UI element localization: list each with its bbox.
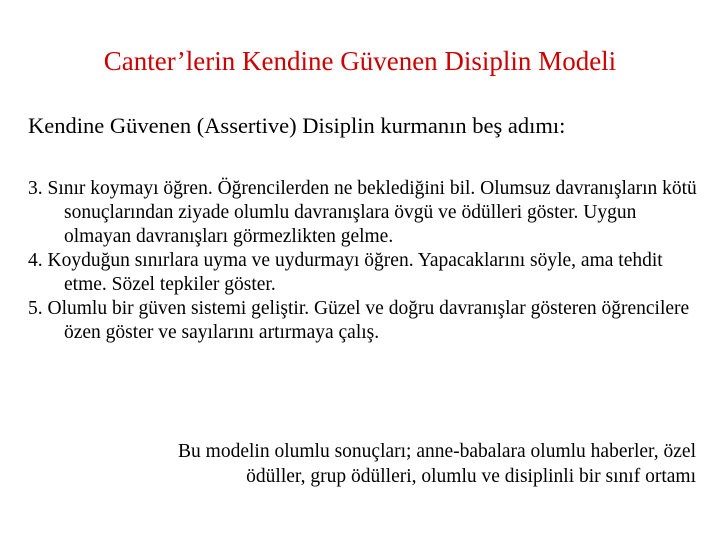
step-item-5: 5. Olumlu bir güven sistemi geliştir. Güzel ve doğru davranışlar gösteren öğrencilere özen göster ve sayılarını artırmaya çalış.: [28, 298, 690, 343]
conclusion-line-2: ödüller, grup ödülleri, olumlu ve disiplinli bir sınıf ortamı: [246, 466, 696, 487]
steps-list: [28, 177, 708, 345]
conclusion-text: [56, 439, 696, 489]
section-heading: Kendine Güvenen (Assertive) Disiplin kurmanın beş adımı:: [28, 113, 566, 138]
conclusion-line-1: Bu modelin olumlu sonuçları; anne-babalara olumlu haberler, özel: [178, 441, 696, 462]
slide-title: Canter’lerin Kendine Güvenen Disiplin Modeli: [103, 46, 617, 76]
step-item-4: 4. Koyduğun sınırlara uyma ve uydurmayı öğren. Yapacaklarını söyle, ama tehdit etme. Sözel tepkiler göster.: [28, 250, 663, 295]
step-item-3: 3. Sınır koymayı öğren. Öğrencilerden ne beklediğini bil. Olumsuz davranışların kötü sonuçlarından ziyade olumlu davranışlara övgü ve ödülleri göster. Uygun olmayan davranışları görmezlikten gelme.: [28, 178, 697, 247]
